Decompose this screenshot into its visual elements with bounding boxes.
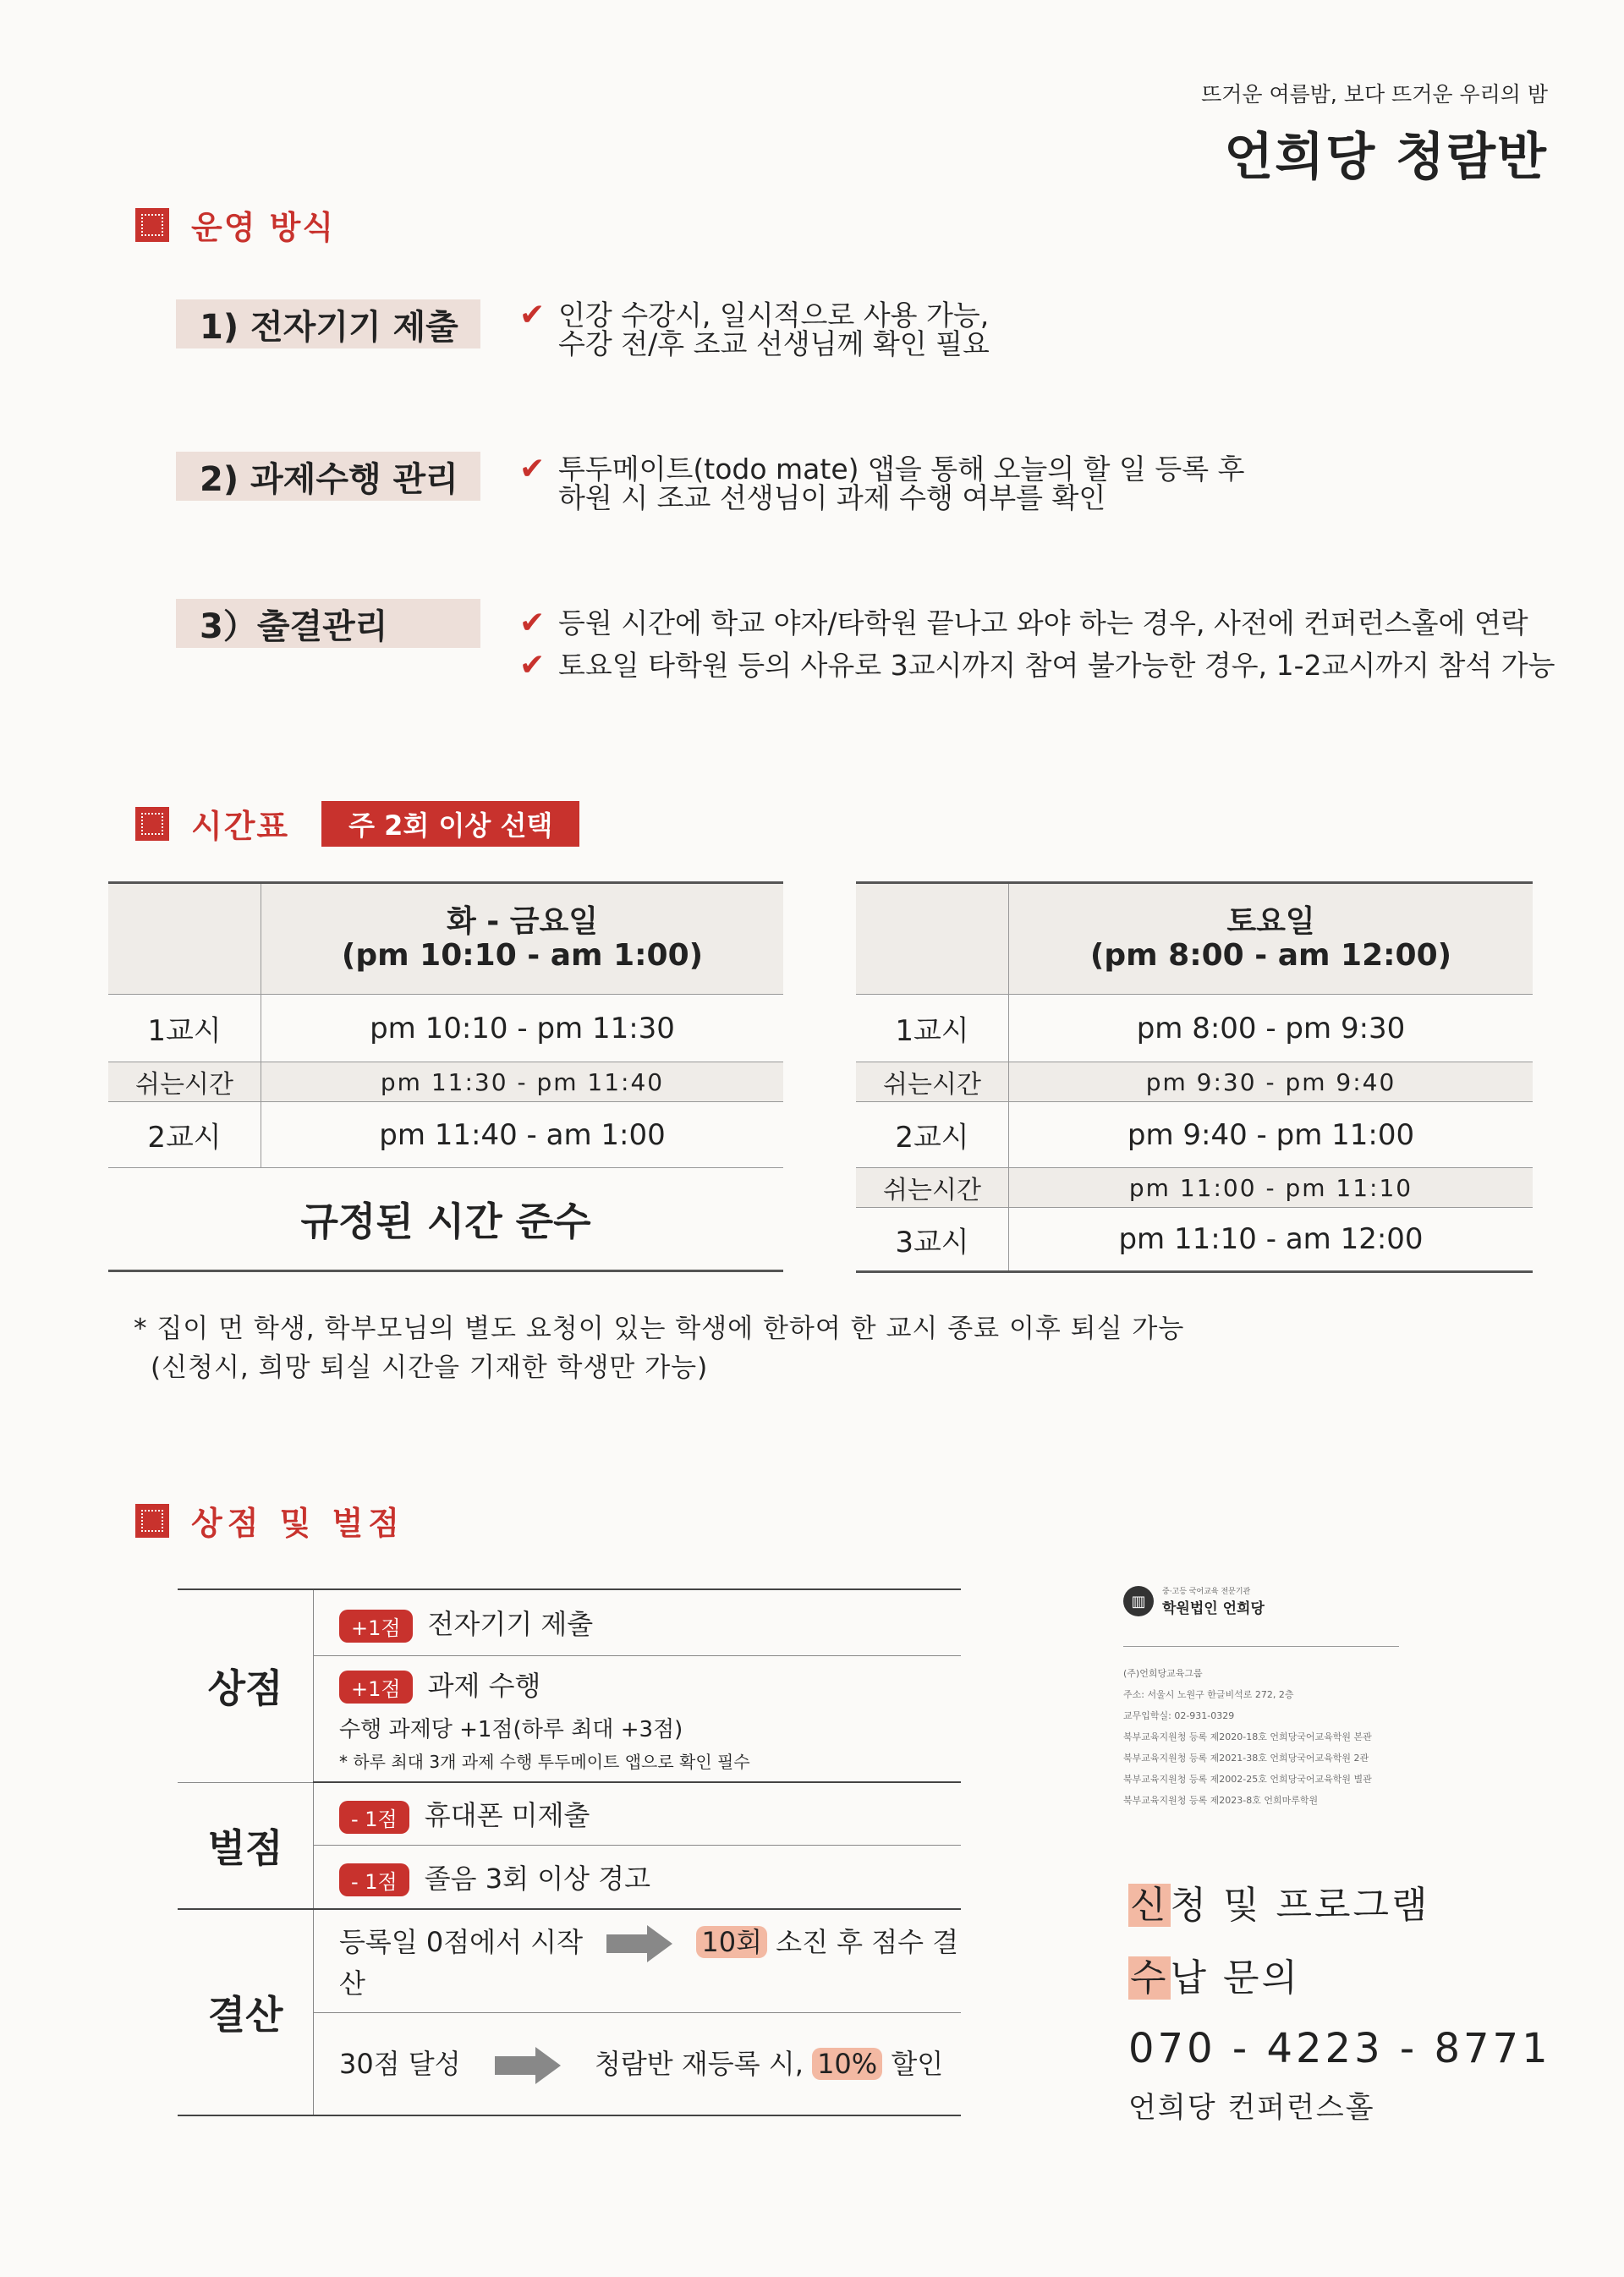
table-row: 1교시 pm 10:10 - pm 11:30 <box>108 995 783 1062</box>
operation-desc-3: ✔ 등원 시간에 학교 야자/타학원 끝나고 와야 하는 경우, 사전에 컨퍼런스홀에 연락 ✔ 토요일 타학원 등의 사유로 3교시까지 참여 불가능한 경우, 1-2교시까지 참석 가능 <box>519 602 1555 687</box>
table-row: 쉬는시간 pm 9:30 - pm 9:40 <box>856 1062 1533 1102</box>
saturday-timetable: 토요일 (pm 8:00 - am 12:00) 1교시 pm 8:00 - pm 9:30 쉬는시간 pm 9:30 - pm 9:40 2교시 pm 9:40 - pm 11:00 쉬는시간 pm 11:00 - pm 11:10 3교시 pm 11:10 - am 12:00 <box>856 881 1533 1273</box>
table-row: 상점 +1점 전자기기 제출 <box>178 1589 961 1655</box>
minus-chip: - 1점 <box>339 1863 409 1896</box>
section-icon <box>135 807 169 841</box>
table-row: 2교시 pm 9:40 - pm 11:00 <box>856 1102 1533 1168</box>
check-icon: ✔ <box>519 606 546 640</box>
table-row: 2교시 pm 11:40 - am 1:00 <box>108 1102 783 1168</box>
table-row: 쉬는시간 pm 11:30 - pm 11:40 <box>108 1062 783 1102</box>
tagline: 뜨거운 여름밤, 보다 뜨거운 우리의 밤 <box>1201 82 1548 107</box>
operation-label-1: 1) 전자기기 제출 <box>176 299 480 348</box>
arrow-right-icon <box>606 1925 672 1962</box>
phone-number[interactable]: 070 - 4223 - 8771 <box>1128 2025 1551 2072</box>
place-name: 언희당 컨퍼런스홀 <box>1128 2091 1375 2125</box>
operation-section-header <box>135 201 335 248</box>
table-row: 30점 달성 청람반 재등록 시, 10% 할인 <box>178 2012 961 2115</box>
plus-category: 상점 <box>178 1589 314 1782</box>
table-row: +1점 과제 수행 수행 과제당 +1점(하루 최대 +3점) * 하루 최대 3개 과제 수행 투두메이트 앱으로 확인 필수 <box>178 1655 961 1782</box>
operation-desc-2: ✔ 투두메이트(todo mate) 앱을 통해 오늘의 할 일 등록 후 하원 시 조교 선생님이 과제 수행 여부를 확인 <box>519 452 1245 514</box>
building-icon: ▥ <box>1123 1586 1154 1616</box>
comply-notice: 규정된 시간 준수 <box>108 1168 783 1271</box>
timetable-badge: 주 2회 이상 선택 <box>321 801 579 847</box>
weekday-timetable: 화 - 금요일 (pm 10:10 - am 1:00) 1교시 pm 10:10 - pm 11:30 쉬는시간 pm 11:30 - pm 11:40 2교시 pm 11:40 - am 1:00 규정된 시간 준수 <box>108 881 783 1272</box>
section-icon <box>135 208 169 242</box>
operation-label-3: 3）출결관리 <box>176 599 480 648</box>
section-icon <box>135 1504 169 1538</box>
timetable-section-header <box>135 800 579 847</box>
academy-logo: ▥ 중·고등 국어교육 전문기관 학원법인 언희당 <box>1123 1585 1265 1617</box>
brand-title: 언희당 청람반 <box>1224 128 1548 187</box>
settle-category: 결산 <box>178 1909 314 2115</box>
minus-chip: - 1점 <box>339 1801 409 1834</box>
operation-label-2: 2) 과제수행 관리 <box>176 452 480 501</box>
merits-table <box>178 1588 961 2116</box>
table-row: - 1점 졸음 3회 이상 경고 <box>178 1845 961 1909</box>
operation-desc-1: ✔ 인강 수강시, 일시적으로 사용 가능, 수강 전/후 조교 선생님께 확인 필요 <box>519 298 990 360</box>
table-row: 쉬는시간 pm 11:00 - pm 11:10 <box>856 1168 1533 1208</box>
check-icon: ✔ <box>519 298 546 332</box>
merits-section-header <box>135 1497 404 1544</box>
timetable-title: 시간표 <box>191 808 290 845</box>
timetable-note: * 집이 먼 학생, 학부모님의 별도 요청이 있는 학생에 한하여 한 교시 종료 이후 퇴실 가능 (신청시, 희망 퇴실 시간을 기재한 학생만 가능) <box>134 1314 1185 1383</box>
check-icon: ✔ <box>519 452 546 486</box>
operation-title: 운영 방식 <box>191 209 336 246</box>
table-row: 3교시 pm 11:10 - am 12:00 <box>856 1208 1533 1272</box>
table-row: 1교시 pm 8:00 - pm 9:30 <box>856 995 1533 1062</box>
divider <box>1123 1646 1399 1647</box>
arrow-right-icon <box>495 2047 561 2084</box>
inquiry-block: 신청 및 프로그램 수납 문의 070 - 4223 - 8771 언희당 컨퍼런스홀 <box>1128 1869 1551 2133</box>
merits-title: 상점 및 벌점 <box>191 1505 404 1542</box>
plus-chip: +1점 <box>339 1671 413 1704</box>
table-row: 벌점 - 1점 휴대폰 미제출 <box>178 1782 961 1845</box>
table-row: 결산 등록일 0점에서 시작 10회 소진 후 점수 결산 <box>178 1909 961 2012</box>
check-icon: ✔ <box>519 648 546 683</box>
plus-chip: +1점 <box>339 1610 413 1643</box>
minus-category: 벌점 <box>178 1782 314 1909</box>
academy-info: (주)언희당교육그룹 주소: 서울시 노원구 한글비석로 272, 2층 교무입학실: 02-931-0329 북부교육지원청 등록 제2020-18호 언희당국어교육학원 본관 북부교육지원청 등록 제2021-38호 언희당국어교육학원 2관 북부교육지원청 등록 제2002-25호 언희당국어교육학원 별관 북부교육지원청 등록 제2023-8호 언희마루학원 <box>1123 1668 1372 1806</box>
